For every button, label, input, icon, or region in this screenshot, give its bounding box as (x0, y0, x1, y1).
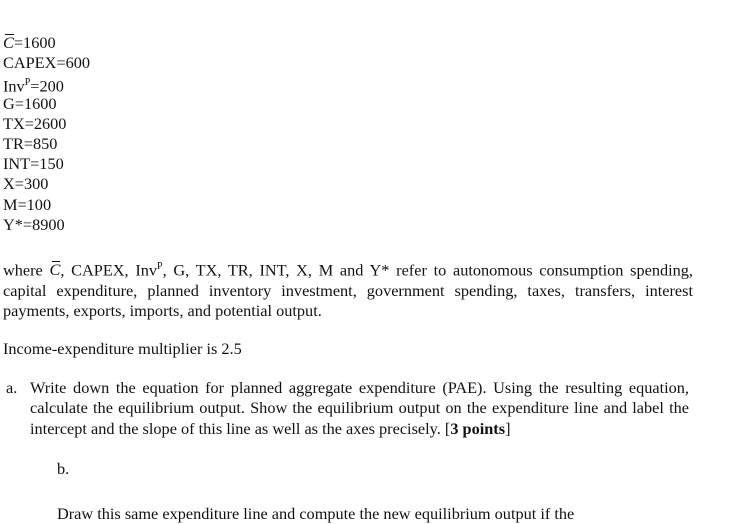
question-a (3, 378, 689, 439)
c-bar-symbol: C (49, 260, 61, 280)
variable-list (3, 33, 90, 235)
question-a-label: a. (6, 378, 18, 397)
c-bar-symbol: C (3, 33, 14, 52)
variable-c-bar: C=1600 (3, 33, 56, 52)
variable-tr: TR=850 (3, 133, 58, 153)
variable-int: INT=150 (3, 154, 64, 174)
question-a-text: Write down the equation for planned aggregate expenditure (PAE). Using the resulting equation, calculate the equilibrium output. Show the equilibrium output on the expenditure line and label the intercept and the slope of this line as well as the axes precisely. [3 points] (30, 378, 689, 438)
variable-m: M=100 (3, 194, 52, 214)
question-b-partial: b. Draw this same expenditure line and compute the new equilibrium output if the (57, 459, 575, 523)
question-a-points: 3 points (450, 418, 506, 438)
definition-paragraph: where C, CAPEX, Inv$^P$, G, TX, TR, INT, X, M and Y* refer to autonomous consumption spending, capital expenditure, planned inventory investment, government spending, taxes, transfers, interest payments, exports, imports, and potential output. (3, 260, 693, 321)
multiplier-statement: Income-expenditure multiplier is 2.5 (3, 339, 242, 358)
variable-y-star: Y*=8900 (3, 214, 65, 234)
variable-capex: CAPEX=600 (3, 53, 90, 73)
variable-g: G=1600 (3, 93, 57, 113)
variable-tx: TX=2600 (3, 113, 67, 133)
variable-x: X=300 (3, 174, 49, 194)
variable-inv-planned: Inv$^P$=200 (3, 76, 64, 96)
